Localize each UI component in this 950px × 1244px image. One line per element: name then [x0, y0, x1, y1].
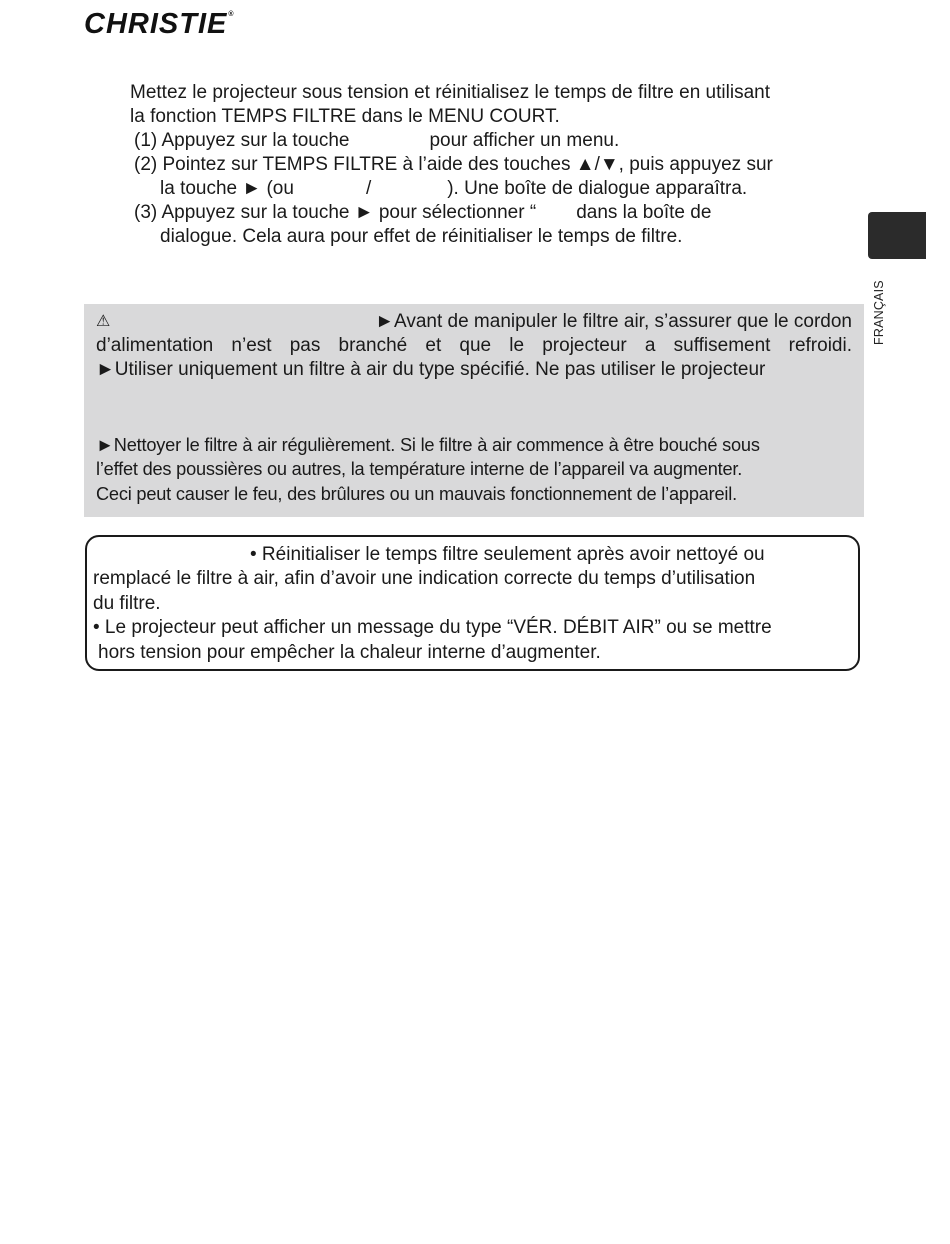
step-1-text-b: pour afficher un menu. [429, 130, 620, 151]
logo-text: CHRISTIE [84, 8, 228, 40]
note-line-4: • Le projecteur peut afficher un message du type “VÉR. DÉBIT AIR” ou se mettre [93, 617, 772, 638]
warning-triangle-icon: ⚠ [96, 313, 111, 330]
step-2-slash: / [365, 178, 372, 199]
step-3-text-b: dans la boîte de [576, 202, 712, 223]
caution-line-1: ►Avant de manipuler le filtre air, s’assurer que le cordon [375, 311, 852, 332]
note-line-3: du filtre. [93, 593, 161, 614]
note-line-2: remplacé le filtre à air, afin d’avoir une indication correcte du temps d’utilisation [93, 568, 756, 589]
step-3-line-2: dialogue. Cela aura pour effet de réinitialiser le temps de filtre. [160, 226, 683, 247]
intro-line-1: Mettez le projecteur sous tension et réinitialisez le temps de filtre en utilisant [130, 82, 770, 103]
caution-line-5: l’effet des poussières ou autres, la température interne de l’appareil va augmenter. [96, 459, 743, 479]
caution-line-4: ►Nettoyer le filtre à air régulièrement. Si le filtre à air commence à être bouché sous [96, 435, 760, 455]
note-line-5: hors tension pour empêcher la chaleur interne d’augmenter. [98, 642, 601, 663]
caution-line-2: d’alimentation n’est pas branché et que le projecteur a suffisement refroidi. [96, 335, 852, 356]
caution-icon-line [96, 310, 110, 335]
step-2-text-a: la touche ► (ou [160, 178, 294, 199]
step-3-line-1 [134, 201, 711, 224]
christie-logo [84, 8, 235, 41]
step-3-text-a: (3) Appuyez sur la touche ► pour sélectionner “ [134, 202, 537, 223]
caution-line-3: ►Utiliser uniquement un filtre à air du type spécifié. Ne pas utiliser le projecteur [96, 359, 766, 380]
caution-box [84, 304, 864, 517]
language-label: FRANÇAIS [872, 280, 886, 345]
step-2-line-1: (2) Pointez sur TEMPS FILTRE à l’aide des touches ▲/▼, puis appuyez sur [134, 154, 773, 175]
step-2-text-b: ). Une boîte de dialogue apparaîtra. [447, 178, 748, 199]
registered-mark: ® [228, 11, 235, 19]
caution-line-6: Ceci peut causer le feu, des brûlures ou un mauvais fonctionnement de l’appareil. [96, 484, 737, 504]
step-2-line-2 [160, 177, 747, 200]
note-line-1: • Réinitialiser le temps filtre seulement après avoir nettoyé ou [250, 544, 765, 565]
note-box [85, 535, 860, 671]
step-1 [134, 129, 619, 152]
step-1-text-a: (1) Appuyez sur la touche [134, 130, 350, 151]
intro-line-2: la fonction TEMPS FILTRE dans le MENU COURT. [130, 106, 560, 127]
